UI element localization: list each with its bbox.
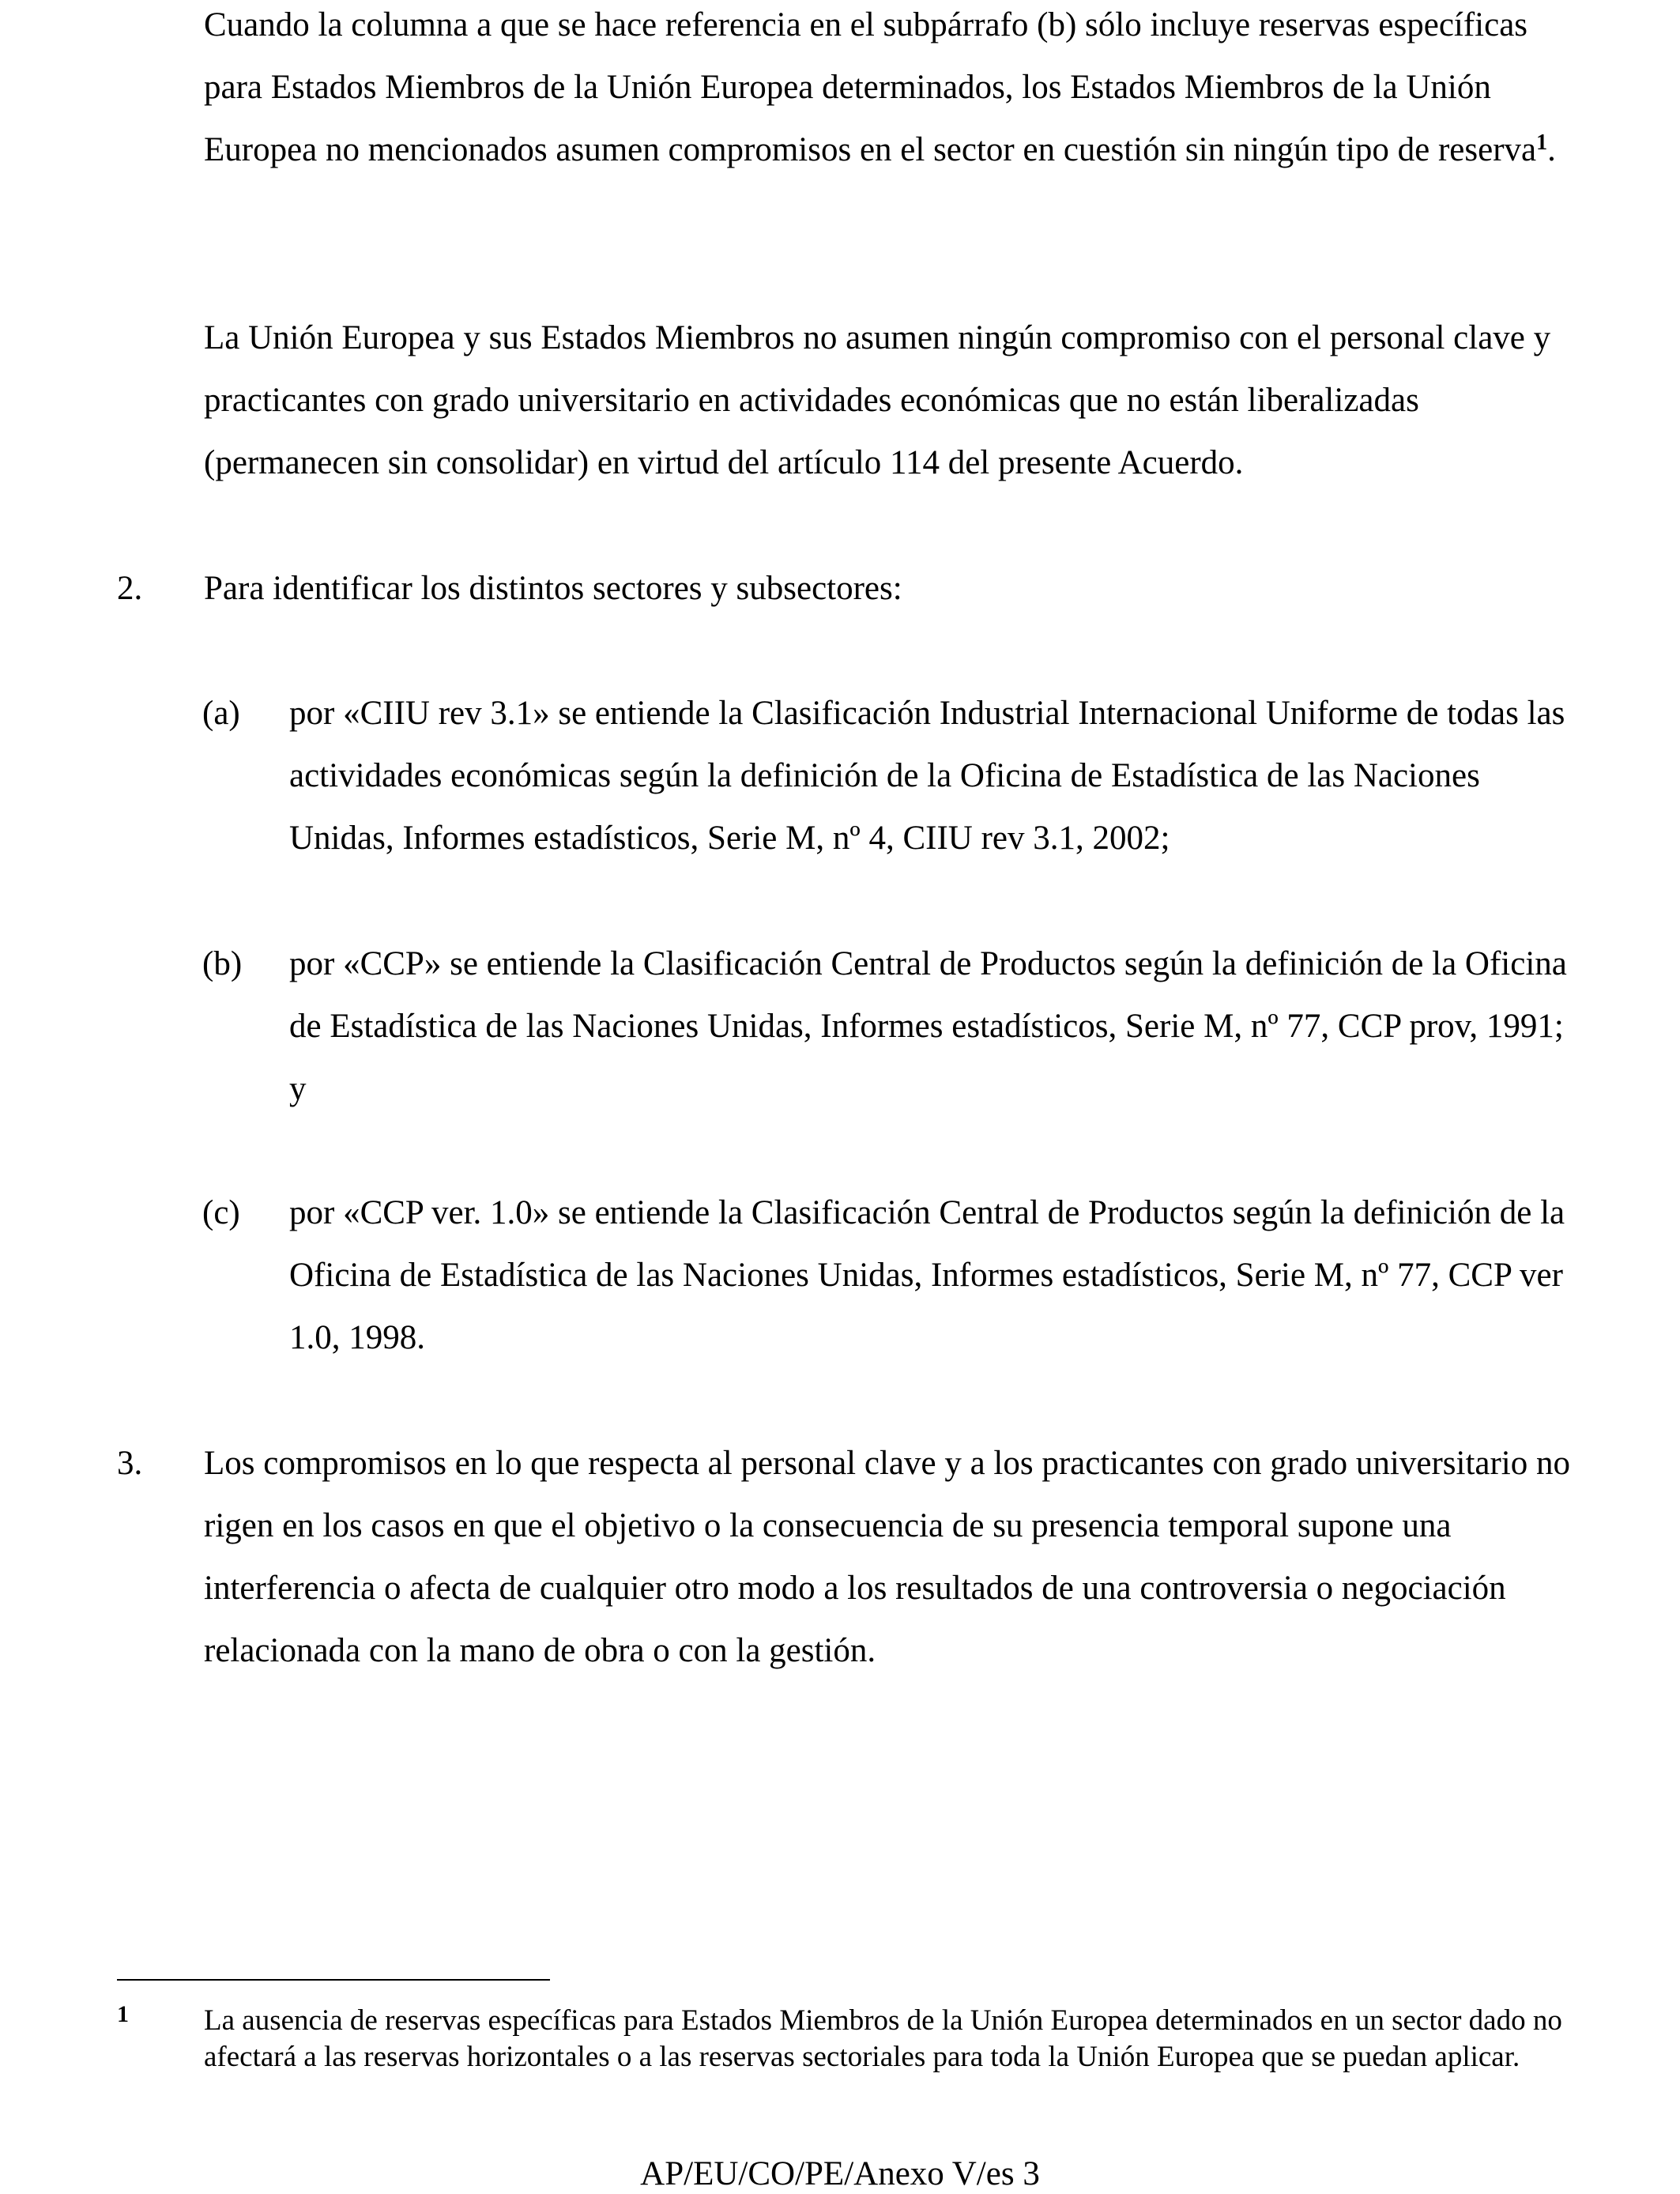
section-3-text: Los compromisos en lo que respecta al personal clave y a los practicantes con grado universitario no rigen en los casos en que el objetivo o la consecuencia de su presencia temporal supone una interferencia o afecta de cualquier otro modo a los resultados de una controversia o negociación relacionada con la mano de obra o con la gestión.	[204, 1445, 1570, 1669]
page-reference: AP/EU/CO/PE/Anexo V/es 3	[640, 2155, 1040, 2192]
intro-paragraph-1-text: Cuando la columna a que se hace referencia en el subpárrafo (b) sólo incluye reservas específicas para Estados Miembros de la Unión Europea determinados, los Estados Miembros de la Unión Europea no mencionados asumen compromisos en el sector en cuestión sin ningún tipo de reserva	[204, 6, 1537, 168]
intro-paragraph-1-end: .	[1547, 131, 1556, 168]
section-2-item-c-label: (c)	[202, 1194, 240, 1231]
section-2-item-c-text: por «CCP ver. 1.0» se entiende la Clasificación Central de Productos según la definición de la Oficina de Estadística de las Naciones Unidas, Informes estadísticos, Serie M, nº 77, CCP ver 1.0, 1998.	[289, 1194, 1565, 1356]
section-2-item-b-text: por «CCP» se entiende la Clasificación Central de Productos según la definición de la Oficina de Estadística de las Naciones Unidas, Informes estadísticos, Serie M, nº 77, CCP prov, 1991; y	[289, 945, 1567, 1107]
section-2-text: Para identificar los distintos sectores y subsectores:	[204, 570, 902, 607]
footnote-text: La ausencia de reservas específicas para Estados Miembros de la Unión Europea determinados en un sector dado no afectará a las reservas horizontales o a las reservas sectoriales para toda la Unión Europea que se puedan aplicar.	[204, 2004, 1562, 2073]
footnote-reference: 1	[1536, 130, 1548, 155]
section-2-item-a-label: (a)	[202, 695, 240, 732]
section-2-number: 2.	[117, 570, 143, 607]
section-2-item-b-label: (b)	[202, 945, 243, 982]
footnote-separator	[117, 1979, 550, 1981]
footnote-mark: 1	[117, 2001, 129, 2027]
intro-paragraph-2: La Unión Europea y sus Estados Miembros no asumen ningún compromiso con el personal clave y practicantes con grado universitario en actividades económicas que no están liberalizadas (permanecen sin consolidar) en virtud del artículo 114 del presente Acuerdo.	[204, 319, 1551, 481]
section-3-number: 3.	[117, 1445, 143, 1482]
section-2-item-a-text: por «CIIU rev 3.1» se entiende la Clasificación Industrial Internacional Uniforme de todas las actividades económicas según la definición de la Oficina de Estadística de las Naciones Unidas, Informes estadísticos, Serie M, nº 4, CIIU rev 3.1, 2002;	[289, 695, 1565, 857]
intro-paragraph-1	[204, 0, 1579, 181]
